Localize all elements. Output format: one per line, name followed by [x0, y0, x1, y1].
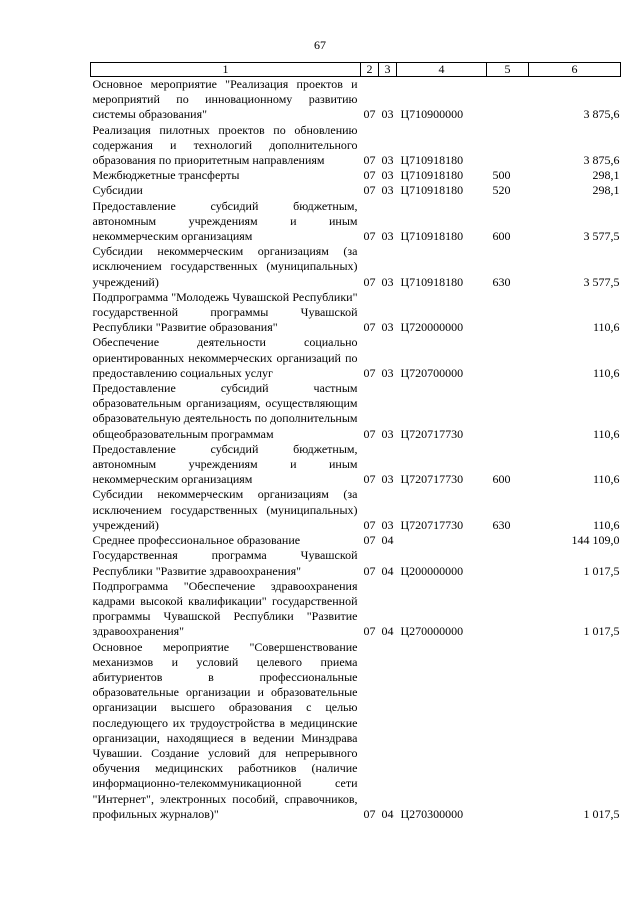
row-amount: 110,6: [592, 365, 620, 380]
row-target-code: Ц710918180: [400, 153, 464, 168]
row-section: 07: [363, 806, 376, 821]
row-expense-type: [487, 579, 529, 640]
row-target-code: Ц710900000: [400, 107, 464, 122]
row-amount: 110,6: [592, 517, 620, 532]
row-expense-type: [487, 290, 529, 336]
row-subsection: 03: [381, 517, 394, 532]
row-name: Среднее профессиональное образование: [92, 533, 301, 548]
header-subsection: 3: [379, 63, 397, 77]
row-name: Основное мероприятие "Реализация проектов и мероприятий по инновационному развитию системы образования": [92, 77, 358, 122]
row-expense-type: 630: [492, 274, 511, 289]
table-row: [91, 381, 621, 442]
row-name: Субсидии некоммерческим организациям (за исключением государственных (муниципальных) учреждений): [92, 244, 358, 289]
row-amount: 298,1: [592, 168, 620, 183]
row-subsection: 03: [381, 107, 394, 122]
row-expense-type: [487, 548, 529, 578]
row-amount: 3 577,5: [583, 274, 620, 289]
row-section: 07: [363, 183, 376, 198]
row-section: 07: [363, 426, 376, 441]
row-amount: 110,6: [592, 426, 620, 441]
table-row: [91, 168, 621, 183]
row-target-code: Ц720717730: [400, 472, 464, 487]
table-row: [91, 533, 621, 548]
row-section: 07: [363, 153, 376, 168]
row-amount: 3 577,5: [583, 229, 620, 244]
row-subsection: 04: [381, 563, 394, 578]
row-expense-type: [487, 123, 529, 169]
table-row: [91, 548, 621, 578]
row-section: 07: [363, 533, 376, 548]
row-expense-type: 500: [492, 168, 511, 183]
table-row: [91, 640, 621, 822]
row-amount: 144 109,0: [571, 533, 620, 548]
table-row: [91, 487, 621, 533]
row-section: 07: [363, 320, 376, 335]
row-subsection: 03: [381, 472, 394, 487]
row-expense-type: [487, 77, 529, 123]
row-target-code: Ц710918180: [400, 274, 464, 289]
page-number: 67: [314, 38, 326, 52]
table-row: [91, 579, 621, 640]
row-name: Предоставление субсидий бюджетным, автономным учреждениям и иным некоммерческим организациям: [92, 198, 358, 244]
row-subsection: 03: [381, 274, 394, 289]
row-section: 07: [363, 563, 376, 578]
row-target-code: Ц270000000: [400, 624, 464, 639]
row-name: Обеспечение деятельности социально ориентированных некоммерческих организаций по предоставлению социальных услуг: [92, 335, 358, 380]
row-subsection: 03: [381, 229, 394, 244]
header-expense-type: 5: [487, 63, 529, 77]
row-target-code: [397, 533, 487, 548]
row-name: Межбюджетные трансферты: [92, 168, 240, 183]
row-section: 07: [363, 472, 376, 487]
row-subsection: 03: [381, 153, 394, 168]
row-subsection: 03: [381, 426, 394, 441]
header-section: 2: [361, 63, 379, 77]
row-expense-type: [487, 381, 529, 442]
row-subsection: 04: [381, 624, 394, 639]
row-section: 07: [363, 107, 376, 122]
row-target-code: Ц710918180: [400, 168, 464, 183]
row-expense-type: 630: [492, 517, 511, 532]
row-subsection: 04: [381, 806, 394, 821]
header-amount: 6: [529, 63, 621, 77]
row-target-code: Ц720717730: [400, 517, 464, 532]
row-name: Основное мероприятие "Совершенствование механизмов и условий целевого приема абитуриентов в профессиональные образовательные организации и образовательные организации высшего образования с целью последующего их трудоустройства в медицинские организации, находящиеся в ведении Минздрава Чувашии. Создание условий для непрерывного обучения медицинских работников (наличие информационно-телекоммуникационной сети "Интернет", электронных пособий, справочников, профильных журналов)": [92, 639, 358, 821]
row-target-code: Ц200000000: [400, 563, 464, 578]
table-row: [91, 335, 621, 381]
row-expense-type: 520: [492, 183, 511, 198]
row-name: Подпрограмма "Молодежь Чувашской Республики" государственной программы Чувашской Республики "Развитие образования": [92, 289, 358, 335]
header-target-code: 4: [397, 63, 487, 77]
budget-table: [90, 62, 621, 822]
row-subsection: 04: [381, 533, 394, 548]
table-row: [91, 77, 621, 123]
table-row: [91, 183, 621, 198]
row-section: 07: [363, 274, 376, 289]
row-amount: 110,6: [592, 320, 620, 335]
row-expense-type: 600: [492, 472, 511, 487]
row-amount: 298,1: [592, 183, 620, 198]
row-amount: 1 017,5: [583, 563, 620, 578]
row-amount: 110,6: [592, 472, 620, 487]
row-section: 07: [363, 517, 376, 532]
row-name: Реализация пилотных проектов по обновлению содержания и технологий дополнительного образования по приоритетным направлениям: [92, 122, 358, 168]
row-section: 07: [363, 229, 376, 244]
row-name: Подпрограмма "Обеспечение здравоохранения кадрами высокой квалификации" государственной программы Чувашской Республики "Развитие здравоохранения": [92, 578, 358, 639]
row-amount: 1 017,5: [583, 624, 620, 639]
row-amount: 1 017,5: [583, 806, 620, 821]
table-header: [91, 63, 621, 77]
table-row: [91, 290, 621, 336]
row-subsection: 03: [381, 183, 394, 198]
table-row: [91, 442, 621, 488]
row-name: Субсидии: [92, 183, 143, 198]
row-name: Государственная программа Чувашской Республики "Развитие здравоохранения": [92, 548, 358, 578]
row-section: 07: [363, 168, 376, 183]
row-target-code: Ц720000000: [400, 320, 464, 335]
row-subsection: 03: [381, 320, 394, 335]
row-expense-type: [487, 335, 529, 381]
row-target-code: Ц720717730: [400, 426, 464, 441]
header-name: 1: [91, 63, 361, 77]
row-expense-type: [487, 640, 529, 822]
row-subsection: 03: [381, 365, 394, 380]
row-expense-type: [487, 533, 529, 548]
row-name: Субсидии некоммерческим организациям (за исключением государственных (муниципальных) учреждений): [92, 487, 358, 532]
table-row: [91, 123, 621, 169]
table-row: [91, 199, 621, 245]
row-expense-type: 600: [492, 229, 511, 244]
row-amount: 3 875,6: [583, 153, 620, 168]
row-section: 07: [363, 624, 376, 639]
row-name: Предоставление субсидий частным образовательным организациям, осуществляющим образовательную деятельность по дополнительным общеобразовательным программам: [92, 381, 358, 441]
row-target-code: Ц710918180: [400, 183, 464, 198]
row-target-code: Ц720700000: [400, 365, 464, 380]
row-target-code: Ц270300000: [400, 806, 464, 821]
table-row: [91, 244, 621, 290]
row-amount: 3 875,6: [583, 107, 620, 122]
row-section: 07: [363, 365, 376, 380]
row-subsection: 03: [381, 168, 394, 183]
row-target-code: Ц710918180: [400, 229, 464, 244]
row-name: Предоставление субсидий бюджетным, автономным учреждениям и иным некоммерческим организациям: [92, 441, 358, 487]
table-body: [91, 77, 621, 822]
